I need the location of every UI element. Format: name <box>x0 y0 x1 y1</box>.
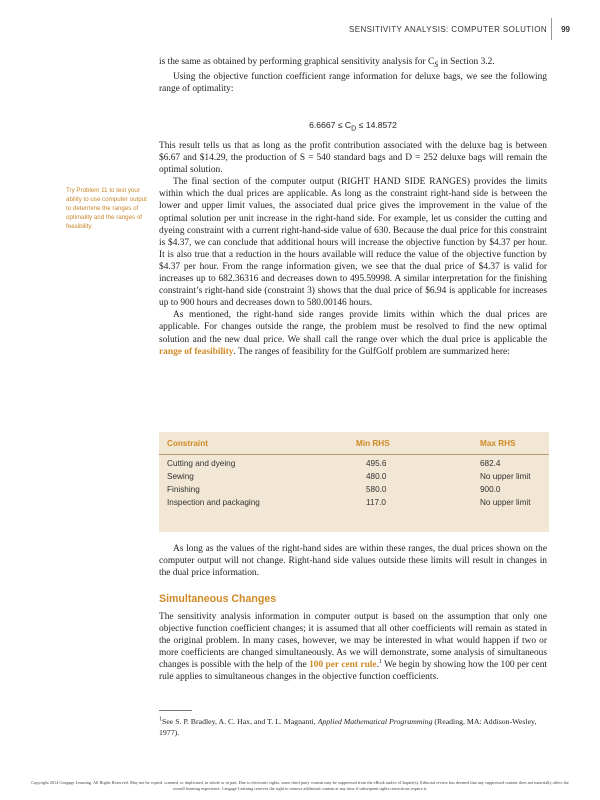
footnote-divider <box>159 710 192 711</box>
table-header <box>159 432 549 455</box>
range-formula: $6.6667 \le C_D \le 14.8572$ <box>309 120 397 133</box>
header-constraint: Constraint <box>167 439 208 448</box>
running-header <box>0 0 600 40</box>
body-text <box>159 140 547 358</box>
paragraph-dual-prices: As long as the values of the right-hand sides are within these ranges, the dual prices shown on the computer output will not change. Right-hand side values outside these limits will result in changes in the dual price information. <box>159 544 547 579</box>
paragraph-rhs-ranges: The final section of the computer output (RIGHT HAND SIDE RANGES) provides the limits within which the dual prices are applicable. As long as the constraint right-hand side is between the lower and upper limit values, the associated dual price gives the improvement in the value of the optimal solution per unit increase in the right-hand side. For example, let us consider the cutting and dyeing constraint with a current right-hand-side value of 630. Because the dual price for this constraint is $4.37, we can conclude that additional hours will increase the objective function by $4.37 per hour. It is also true that a reduction in the hours available will reduce the value of the objective function by $4.37 per hour. From the range information given, we see that the dual price of $4.37 is valid for increases up to 682.36316 and decreases down to 495.59998. A similar interpretation for the finishing constraint’s right-hand side (constraint 3) shows that the dual price of $6.94 is applicable for increases up to 900 hours and decreases down to 580.00146 hours. <box>159 177 547 309</box>
intro-block <box>159 56 547 95</box>
footnote-marker: 1 <box>378 659 382 666</box>
copyright-notice: Copyright 2014 Cengage Learning. All Rights Reserved. May not be copied, scanned, or duplicated, in whole or in part. Due to electronic rights, some third party content may be suppressed from the eBook and/or eChapter(s). Editorial review has deemed that any suppressed content does not materially affect the overall learning experience. Cengage Learning reserves the right to remove additional content at any time if subsequent rights restrictions require it. <box>31 780 569 792</box>
paragraph-simultaneous-changes: The sensitivity analysis information in computer output is based on the assumption that only one objective function coefficient changes; it is assumed that all other coefficients will remain as stated in the original problem. In many cases, however, we may be interested in what would happen if two or more coefficients are changed simultaneously. As we will demonstrate, some analysis of simultaneous changes is possible with the help of the 100 per cent rule.$^1$ We begin by showing how the 100 per cent rule applies to simultaneous changes in the objective function coefficients. <box>159 612 548 683</box>
header-max-rhs: Max RHS <box>480 439 516 448</box>
page-number: 99 <box>561 25 570 34</box>
feasibility-table: Constraint Min RHS Max RHS Cutting and dyeing 495.6 682.4 Sewing 480.0 No upper limit Finishing 580.0 900.0 Inspection and packaging 117.0 No upper limit <box>159 432 549 532</box>
header-title: SENSITIVITY ANALYSIS: COMPUTER SOLUTION <box>348 25 547 34</box>
keyword-100-per-cent-rule: 100 per cent rule <box>309 660 377 671</box>
header-min-rhs: Min RHS <box>356 439 390 448</box>
footnote: $^1$See S. P. Bradley, A. C. Hax, and T. L. Magnanti, Applied Mathematical Programming (Reading, MA: Addison-Wesley, 1977). <box>159 716 537 737</box>
keyword-range-of-feasibility: range of feasibility <box>159 346 234 357</box>
intro-line: is the same as obtained by performing graphical sensitivity analysis for $C_S$ in Section 3.2. <box>159 57 495 69</box>
section-heading: Simultaneous Changes <box>159 593 277 605</box>
header-divider <box>551 18 552 40</box>
margin-note: Try Problem 11 to test your ability to use computer output to determine the ranges of optimality and the ranges of feasibility. <box>66 187 147 230</box>
paragraph-deluxe-range: This result tells us that as long as the profit contribution associated with the deluxe bag is between $6.67 and $14.29, the production of S = 540 standard bags and D = 252 deluxe bags will remain the optimal solution. <box>159 141 547 176</box>
intro-paragraph: Using the objective function coefficient range information for deluxe bags, we see the following range of optimality: <box>159 71 547 95</box>
paragraph-range-of-feasibility: As mentioned, the right-hand side ranges provide limits within which the dual prices are applicable. For changes outside the range, the problem must be resolved to find the new optimal solution and the new dual price. We shall call the range over which the dual price is applicable the range of feasibility. The ranges of feasibility for the GulfGolf problem are summarized here: <box>159 310 547 357</box>
